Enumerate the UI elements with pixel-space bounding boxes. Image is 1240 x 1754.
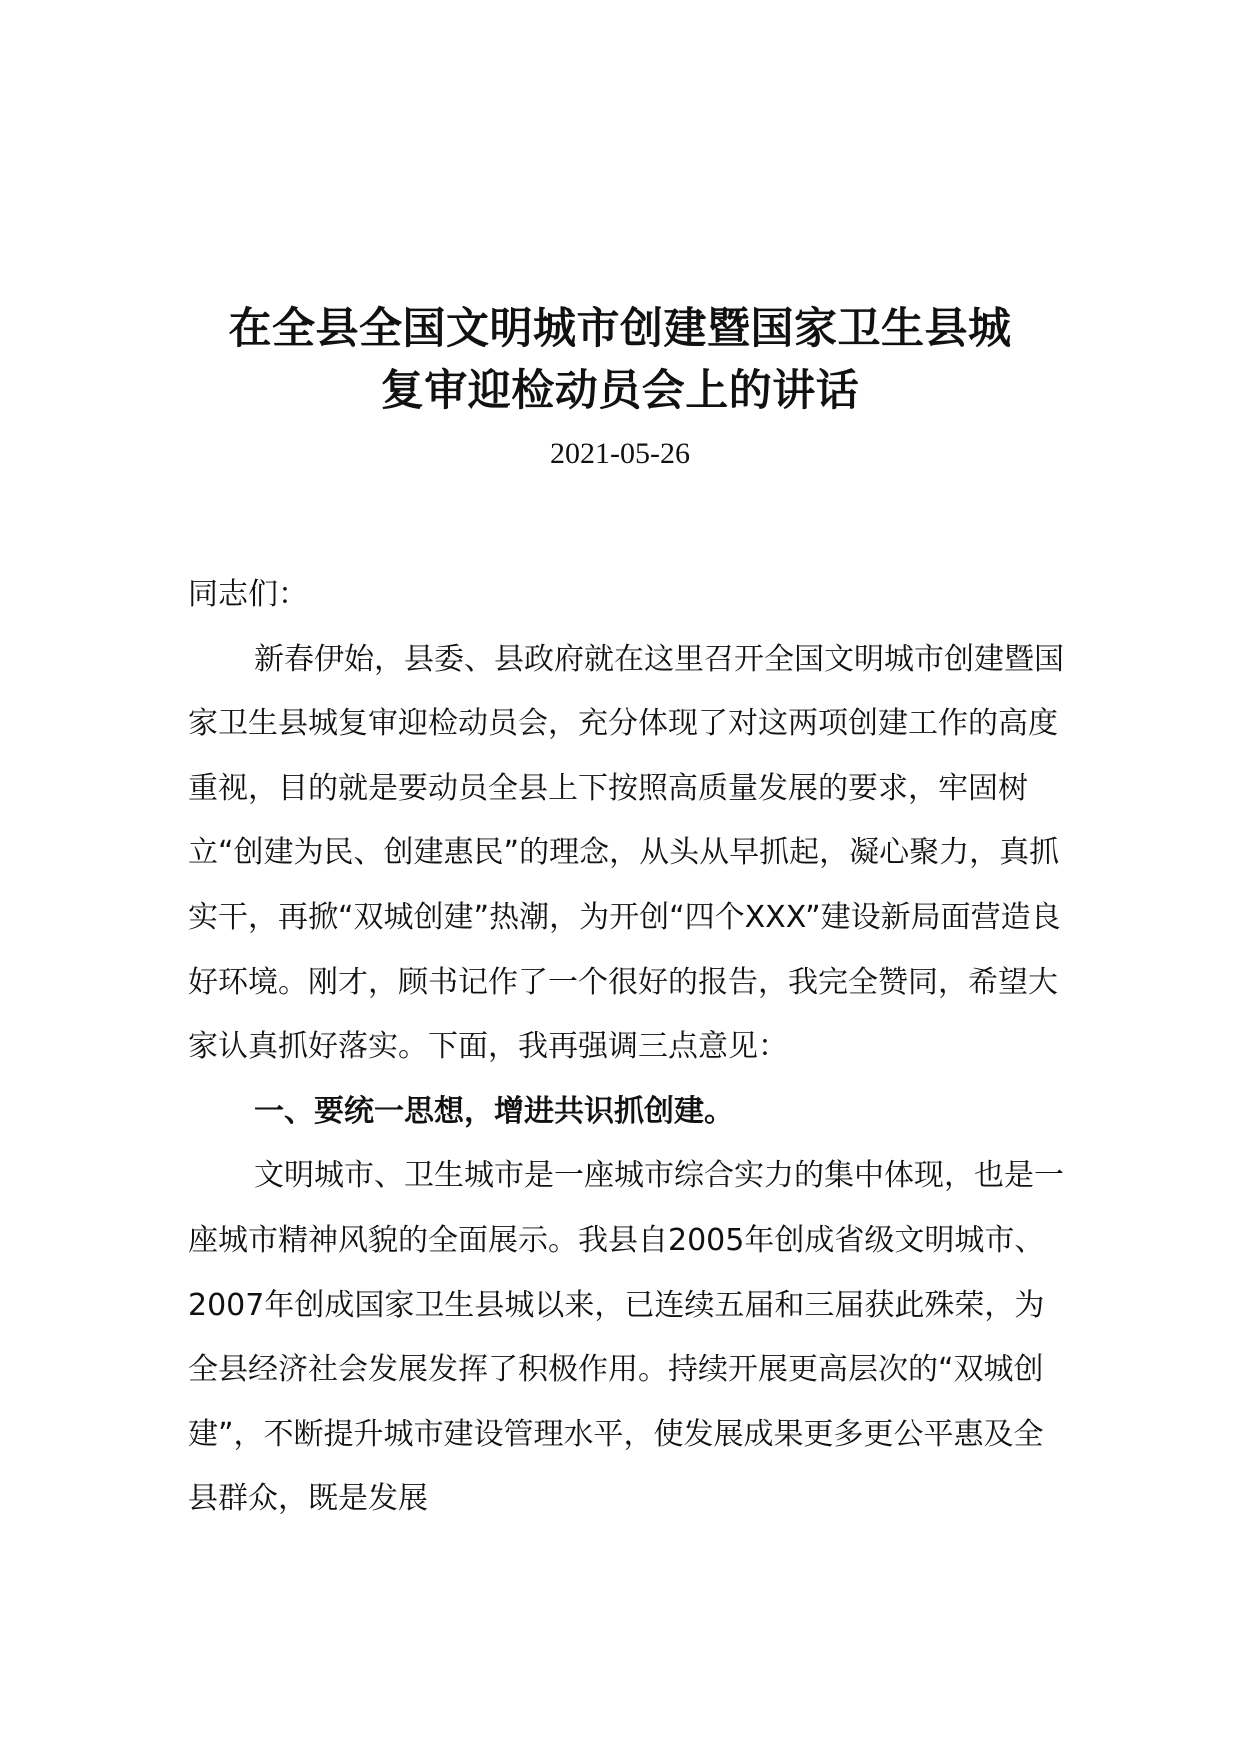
- section-heading-1: 一、要统一思想，增进共识抓创建。: [254, 1093, 734, 1129]
- salutation: 同志们：: [188, 577, 308, 612]
- opening-paragraph: 新春伊始，县委、县政府就在这里召开全国文明城市创建暨国家卫生县城复审迎检动员会，充分体现了对这两项创建工作的高度重视，目的就是要动员全县上下按照高质量发展的要求，牢固树立“创建为民、创建惠民”的理念，从头从早抓起，凝心聚力，真抓实干，再掀“双城创建”热潮，为开创“四个XXX”建设新局面营造良好环境。刚才，顾书记作了一个很好的报告，我完全赞同，希望大家认真抓好落实。下面，我再强调三点意见：: [188, 641, 1064, 1065]
- document-title-line-2: 复审迎检动员会上的讲话: [380, 366, 860, 416]
- document-title-line-1: 在全县全国文明城市创建暨国家卫生县城: [228, 304, 1012, 354]
- document-date: 2021-05-26: [550, 437, 690, 470]
- section-1-paragraph: 文明城市、卫生城市是一座城市综合实力的集中体现，也是一座城市精神风貌的全面展示。我县自2005年创成省级文明城市、2007年创成国家卫生县城以来，已连续五届和三届获此殊荣，为全县经济社会发展发挥了积极作用。持续开展更高层次的“双城创建”，不断提升城市建设管理水平，使发展成果更多更公平惠及全县群众，既是发展: [188, 1158, 1064, 1517]
- document-body: [188, 563, 1068, 1532]
